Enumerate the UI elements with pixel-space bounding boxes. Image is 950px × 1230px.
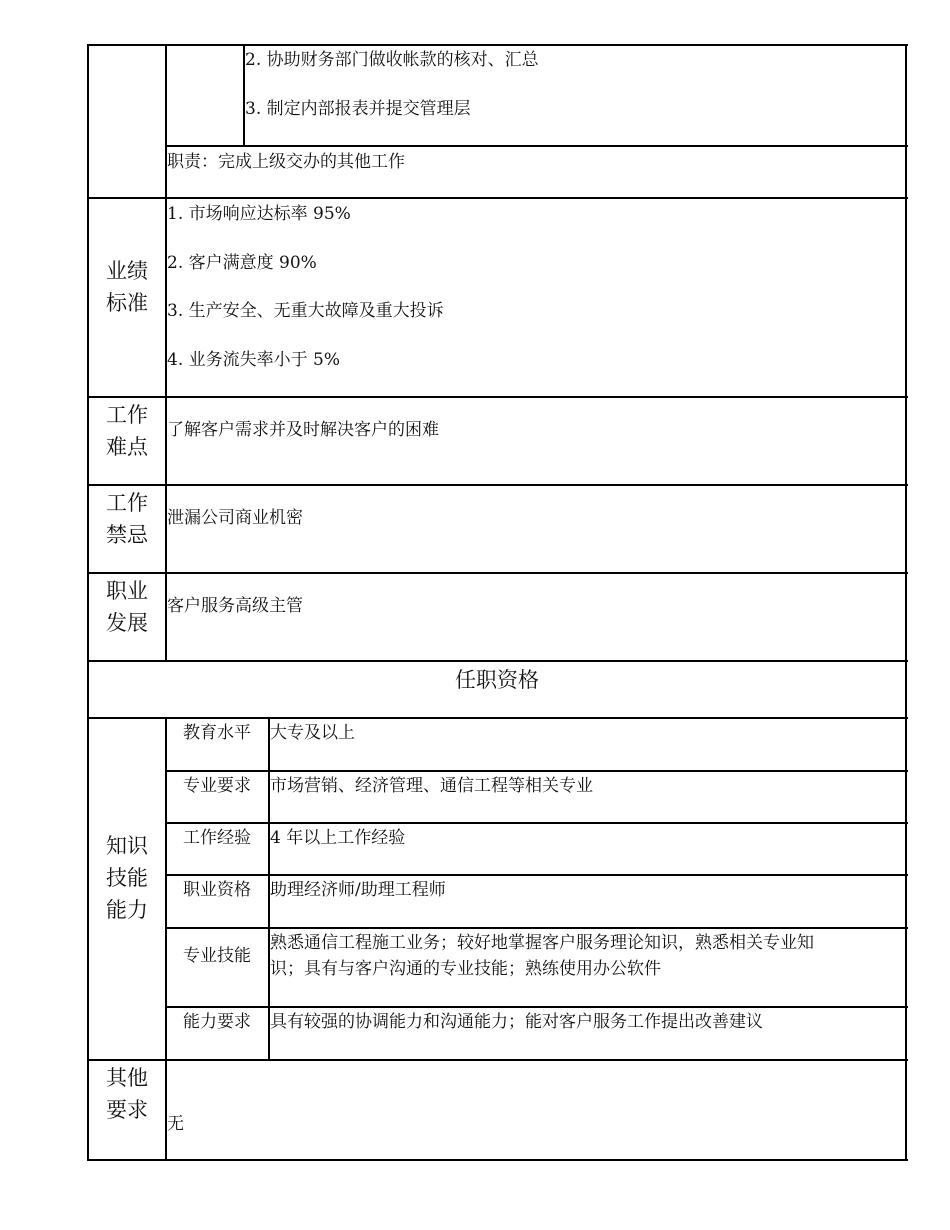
ability-value: 具有较强的协调能力和沟通能力；能对客户服务工作提出改善建议 — [270, 1012, 763, 1032]
row-divider — [88, 396, 908, 398]
education-value: 大专及以上 — [270, 723, 355, 743]
performance-label — [88, 255, 166, 319]
difficulty-value: 了解客户需求并及时解决客户的困难 — [167, 420, 439, 440]
difficulty-label-line2: 难点 — [106, 435, 148, 459]
row-divider — [166, 145, 908, 147]
skills-label: 专业技能 — [183, 946, 251, 966]
row-divider — [166, 927, 908, 929]
career-label — [88, 575, 166, 639]
row-divider — [166, 874, 908, 876]
difficulty-label-line1: 工作 — [106, 403, 148, 427]
row-divider — [88, 717, 908, 719]
performance-item: 3. 生产安全、无重大故障及重大投诉 — [167, 301, 444, 321]
major-label: 专业要求 — [183, 776, 251, 796]
performance-label-line2: 标准 — [106, 291, 148, 315]
table-border-top — [88, 44, 908, 46]
performance-item: 1. 市场响应达标率 95% — [167, 204, 351, 224]
table-border-right — [905, 44, 907, 1161]
row-divider — [166, 1006, 908, 1008]
group-label-line3: 能力 — [106, 898, 148, 922]
performance-item: 2. 客户满意度 90% — [167, 253, 317, 273]
qualifications-title: 任职资格 — [455, 668, 539, 692]
task-item: 3. 制定内部报表并提交管理层 — [245, 99, 471, 119]
group-label-line1: 知识 — [106, 834, 148, 858]
row-divider — [88, 197, 908, 199]
difficulty-label — [88, 399, 166, 463]
other-label — [88, 1062, 166, 1126]
taboo-label — [88, 487, 166, 551]
row-divider — [166, 822, 908, 824]
group-label-line2: 技能 — [106, 866, 148, 890]
performance-label-line1: 业绩 — [106, 259, 148, 283]
skills-value-line2: 识；具有与客户沟通的专业技能；熟练使用办公软件 — [270, 959, 661, 979]
table-border-bottom — [88, 1159, 908, 1161]
ability-label: 能力要求 — [183, 1012, 251, 1032]
skills-value-line1: 熟悉通信工程施工业务；较好地掌握客户服务理论知识，熟悉相关专业知 — [270, 933, 814, 953]
career-label-line1: 职业 — [106, 579, 148, 603]
row-divider — [88, 484, 908, 486]
duty-text: 职责：完成上级交办的其他工作 — [167, 152, 405, 172]
other-label-line1: 其他 — [106, 1066, 148, 1090]
performance-item: 4. 业务流失率小于 5% — [167, 350, 340, 370]
certification-value: 助理经济师/助理工程师 — [270, 880, 446, 900]
row-divider — [88, 572, 908, 574]
education-label: 教育水平 — [183, 723, 251, 743]
other-value: 无 — [167, 1114, 184, 1134]
other-label-line2: 要求 — [106, 1098, 148, 1122]
qualifications-group-label — [88, 830, 166, 926]
career-value: 客户服务高级主管 — [167, 596, 303, 616]
taboo-label-line2: 禁忌 — [106, 523, 148, 547]
row-divider — [88, 1059, 908, 1061]
taboo-value: 泄漏公司商业机密 — [167, 508, 303, 528]
major-value: 市场营销、经济管理、通信工程等相关专业 — [270, 776, 593, 796]
row-divider — [166, 770, 908, 772]
row-divider — [88, 660, 908, 662]
career-label-line2: 发展 — [106, 611, 148, 635]
taboo-label-line1: 工作 — [106, 491, 148, 515]
certification-label: 职业资格 — [183, 880, 251, 900]
task-item: 2. 协助财务部门做收帐款的核对、汇总 — [245, 50, 539, 70]
experience-value: 4 年以上工作经验 — [270, 828, 406, 848]
experience-label: 工作经验 — [183, 828, 251, 848]
